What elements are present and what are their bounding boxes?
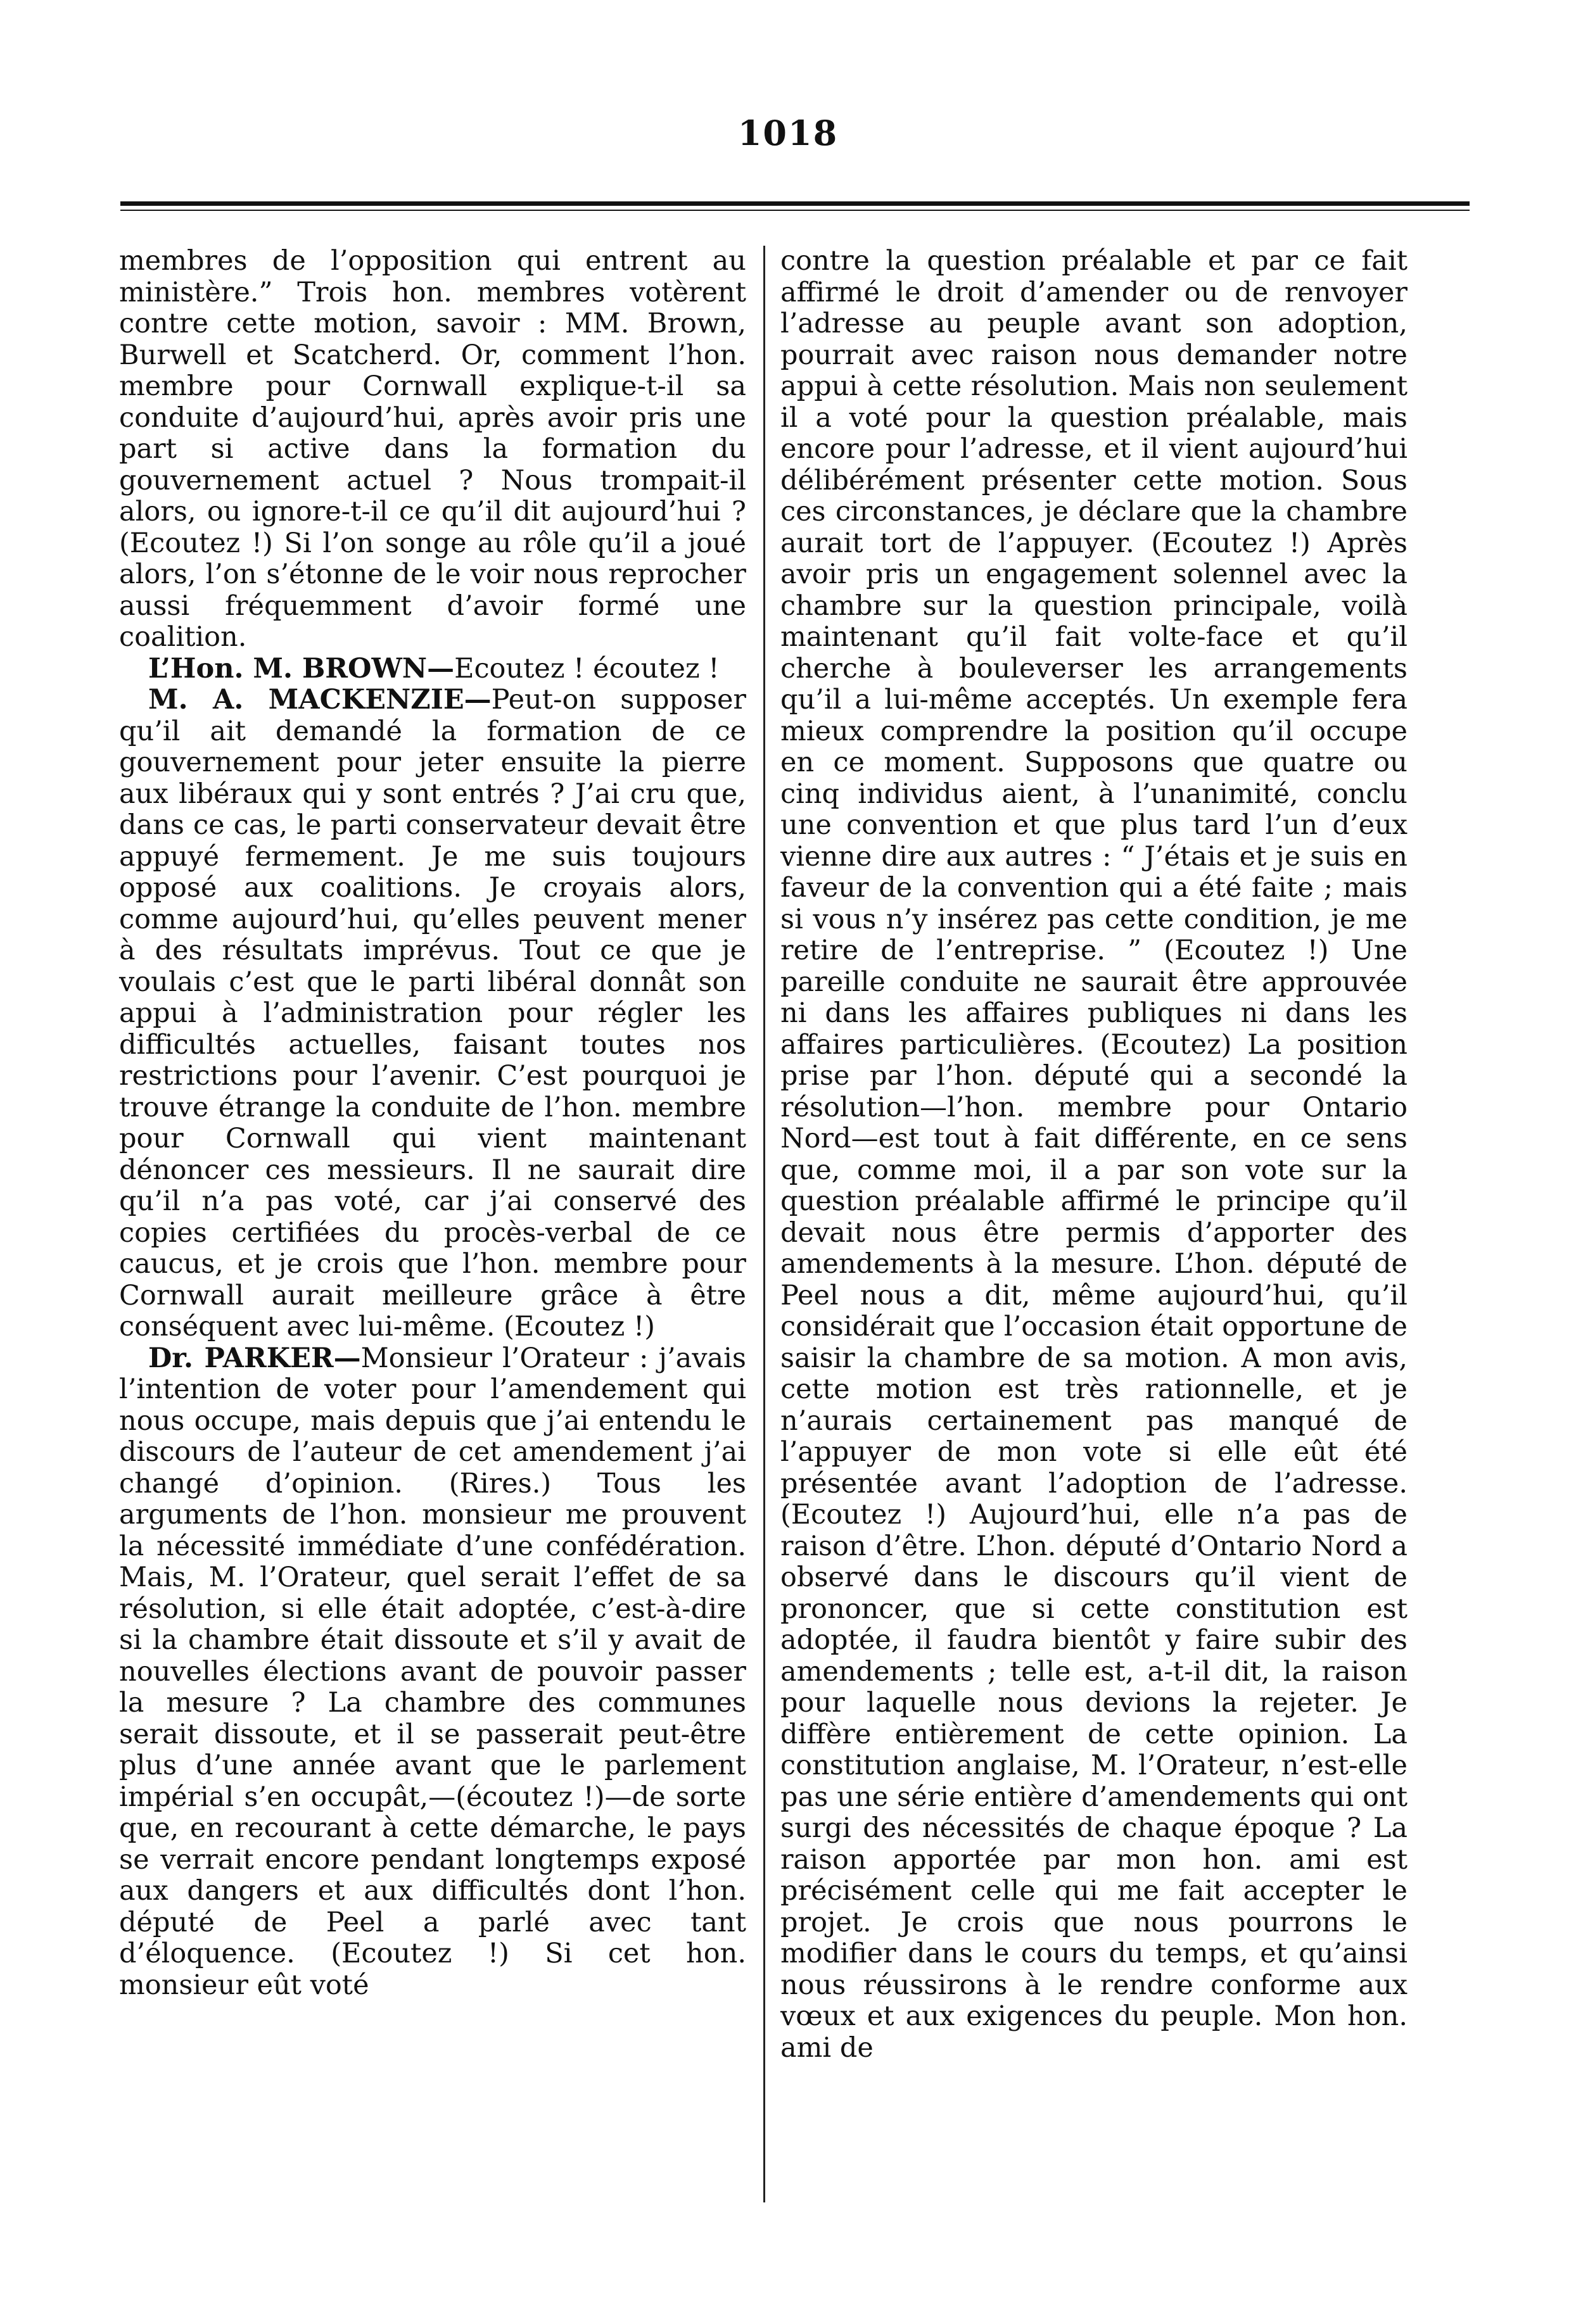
page-number: 1018 bbox=[737, 113, 839, 153]
paragraph-text: contre la question préalable et par ce fait affirmé le droit d’amender ou de renvoyer l’adresse au peuple avant son adoption, pourrait avec raison nous demander notre appui à cette résolution. Mais non seulement il a voté pour la question préalable, mais encore pour l’adresse, et il vient aujourd’hui délibérément présenter cette motion. Sous ces circonstances, je déclare que la chambre aurait tort de l’appuyer. (Ecoutez !) Après avoir pris un engagement solennel avec la chambre sur la question principale, voilà maintenant qu’il fait volte-face et qu’il cherche à bouleverser les arrangements qu’il a lui-même acceptés. Un exemple fera mieux comprendre la position qu’il occupe en ce moment. Supposons que quatre ou cinq individus aient, à l’unanimité, conclu une convention et que plus tard l’un d’eux vienne dire aux autres : “ J’étais et je suis en faveur de la convention qui a été faite ; mais si vous n’y insérez pas cette condition, je me retire de l’entreprise. ” (Ecoutez !) Une pareille conduite ne saurait être approuvée ni dans les affaires publiques ni dans les affaires particulières. (Ecoutez) La position prise par l’hon. député qui a secondé la résolution—l’hon. membre pour Ontario Nord—est tout à fait différente, en ce sens que, comme moi, il a par son vote sur la question préalable affirmé le principe qu’il devait nous être permis d’apporter des amendements à la mesure. L’hon. député de Peel nous a dit, même aujourd’hui, qu’il considérait que l’occasion était opportune de saisir la chambre de sa motion. A mon avis, cette motion est très rationnelle, et je n’aurais certainement pas manqué de l’appuyer de mon vote si elle eût été présentée avant l’adoption de l’adresse. (Ecoutez !) Aujourd’hui, elle n’a pas de raison d’être. L’hon. député d’Ontario Nord a observé dans le discours qu’il vient de prononcer, que si cette constitution est adoptée, il faudra bientôt y faire subir des amendements ; telle est, a-t-il dit, la raison pour laquelle nous devions la rejeter. Je diffère entièrement de cette opinion. La constitution anglaise, M. l’Orateur, n’est-elle pas une série entière d’amendements qui ont surgi des nécessités de chaque époque ? La raison apportée par mon hon. ami est précisément celle qui me fait accepter le projet. Je crois que nous pourrons le modifier dans le cours du temps, et qu’ainsi nous réussirons à le rendre conforme aux vœux et aux exigences du peuple. Mon hon. ami de bbox=[780, 245, 1408, 2064]
speaker-name: L’Hon. M. BROWN— bbox=[148, 652, 455, 685]
header-rule-thin bbox=[120, 210, 1470, 211]
paragraph bbox=[119, 1343, 746, 2002]
paragraph-text: membres de l’opposition qui entrent au ministère.” Trois hon. membres votèrent contre cette motion, savoir : MM. Brown, Burwell et Scatcherd. Or, comment l’hon. membre pour Cornwall explique-t-il sa conduite d’aujourd’hui, après avoir pris une part si active dans la formation du gouvernement actuel ? Nous trompait-il alors, ou ignore-t-il ce qu’il dit aujourd’hui ? (Ecoutez !) Si l’on songe au rôle qu’il a joué alors, l’on s’étonne de le voir nous reprocher aussi fréquemment d’avoir formé une coalition. bbox=[119, 245, 746, 653]
paragraph bbox=[780, 246, 1408, 2064]
paragraph-text: Ecoutez ! écoutez ! bbox=[454, 652, 720, 685]
speaker-name: Dr. PARKER— bbox=[148, 1342, 361, 1374]
left-column bbox=[119, 246, 746, 2001]
paragraph-text: Peut-on supposer qu’il ait demandé la formation de ce gouvernement pour jeter ensuite la pierre aux libéraux qui y sont entrés ? J’ai cru que, dans ce cas, le parti conservateur devait être appuyé fermement. Je me suis toujours opposé aux coalitions. Je croyais alors, comme aujourd’hui, qu’elles peuvent mener à des résultats imprévus. Tout ce que je voulais c’est que le parti libéral donnât son appui à l’administration pour régler les difficultés actuelles, faisant toutes nos restrictions pour l’avenir. C’est pourquoi je trouve étrange la conduite de l’hon. membre pour Cornwall qui vient maintenant dénoncer ces messieurs. Il ne saurait dire qu’il n’a pas voté, car j’ai conservé des copies certifiées du procès-verbal de ce caucus, et je crois que l’hon. membre pour Cornwall aurait meilleure grâce à être conséquent avec lui-même. (Ecoutez !) bbox=[119, 684, 746, 1342]
column-divider bbox=[763, 246, 765, 2202]
paragraph bbox=[119, 654, 746, 685]
header-rule-thick bbox=[120, 201, 1470, 206]
paragraph bbox=[119, 685, 746, 1343]
paragraph-text: Monsieur l’Orateur : j’avais l’intention de voter pour l’amendement qui nous occupe, mais depuis que j’ai entendu le discours de l’auteur de cet amendement j’ai changé d’opinion. (Rires.) Tous les arguments de l’hon. monsieur me prouvent la nécessité immédiate d’une confédération. Mais, M. l’Orateur, quel serait l’effet de sa résolution, si elle était adoptée, c’est-à-dire si la chambre était dissoute et s’il y avait de nouvelles élections avant de pouvoir passer la mesure ? La chambre des communes serait dissoute, et il se passerait peut-être plus d’une année avant que le parlement impérial s’en occupât,—(écoutez !)—de sorte que, en recourant à cette démarche, le pays se verrait encore pendant longtemps exposé aux dangers et aux difficultés dont l’hon. député de Peel a parlé avec tant d’éloquence. (Ecoutez !) Si cet hon. monsieur eût voté bbox=[119, 1342, 746, 2001]
right-column bbox=[780, 246, 1408, 2064]
speaker-name: M. A. MACKENZIE— bbox=[148, 684, 492, 716]
paragraph bbox=[119, 246, 746, 654]
